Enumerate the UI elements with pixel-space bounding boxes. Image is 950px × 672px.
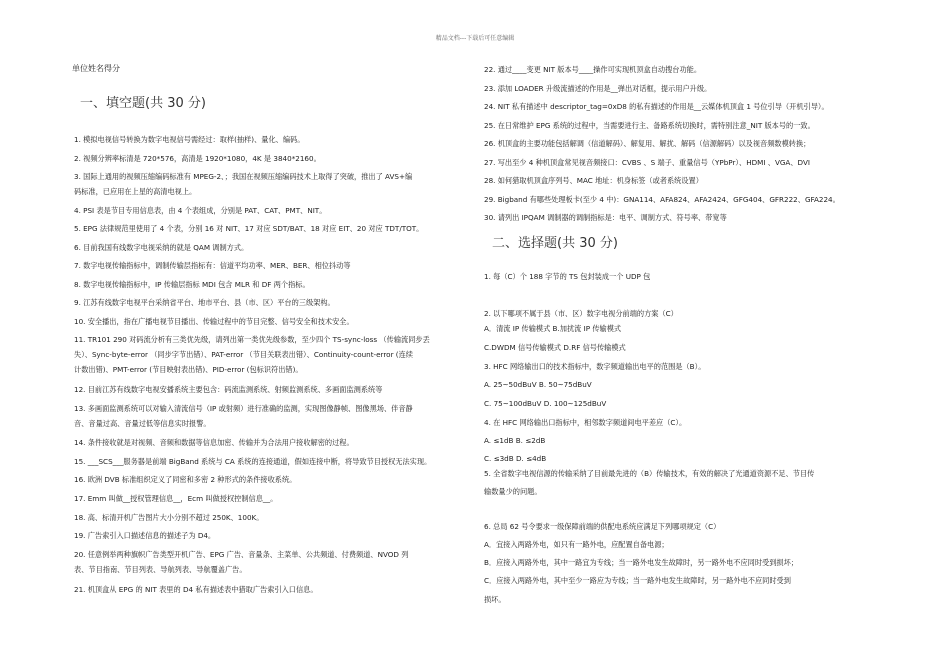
left-line: 3. 国际上通用的视频压缩编码标准有 MPEG-2、；我国在视频压缩编码技术上取得了突破，推出了 AVS+编 xyxy=(74,172,413,181)
left-line: 5. EPG 法律规范里使用了 4 个表，分别 16 对 NIT、17 对应 SDT/BAT、18 对应 EIT、20 对应 TDT/TOT。 xyxy=(74,224,424,233)
right-line: 26. 机顶盒的主要功能包括解调（信道解码）、解复用、解扰、解码（信源解码）以及视音频数模转换； xyxy=(484,139,811,148)
left-line: 码标准，已应用在上星的高清电视上。 xyxy=(74,187,197,196)
left-line: 4. PSI 表是节目专用信息表，由 4 个表组成，分别是 PAT、CAT、PMT、NIT。 xyxy=(74,206,327,215)
left-line: 16. 欧洲 DVB 标准组织定义了同密和多密 2 种形式的条件接收系统。 xyxy=(74,475,297,484)
left-line: 13. 多画面监测系统可以对输入清流信号（IP 或射频）进行准确的监测，实现图像静帧、图像黑场、伴音静 xyxy=(74,404,413,413)
left-line: 表、节目指南、节目列表、导航列表、导航覆盖广告。 xyxy=(74,565,247,574)
choice-line: 3. HFC 网络输出口的技术指标中，数字频道输出电平的范围是（B）。 xyxy=(484,362,706,371)
left-line: 14. 条件接收就是对视频、音频和数据等信息加密、传输并为合法用户接收解密的过程。 xyxy=(74,438,354,447)
choice-line: A. ≤1dB B. ≤2dB xyxy=(484,436,546,445)
left-line: 7. 数字电视传输指标中，调制传输层指标有：信道平均功率、MER、BER、相位抖动等 xyxy=(74,261,351,270)
left-line: 9. 江苏有线数字电视平台采纳省平台、地市平台、县（市、区）平台的三级架构。 xyxy=(74,298,335,307)
left-line: 音、音量过高、音量过低等信息实时报警。 xyxy=(74,419,211,428)
left-line: 11. TR101 290 对码流分析有三类优先级，请列出第一类优先级参数，至少四个 TS-sync-loss （传输流同步丢 xyxy=(74,335,430,344)
left-line: 20. 任意例举两种旗帜广告类型开机广告、EPG 广告、音量条、主菜单、公共频道、付费频道、NVOD 列 xyxy=(74,550,409,559)
right-line: 23. 添加 LOADER 升级流描述的作用是__弹出对话框，提示用户升级。 xyxy=(484,84,712,93)
right-line: 22. 通过____变更 NIT 版本号____操作可实现机顶盒自动搜台功能。 xyxy=(484,65,702,74)
left-line: 失）、Sync-byte-error （同步字节出错）、PAT-error （节目关联表出错）、Continuity-count-error (连续 xyxy=(74,350,413,359)
right-line: 25. 在日常维护 EPG 系统的过程中，当需要进行主、备路系统切换时，需特别注意_NIT 版本号的一致。 xyxy=(484,121,815,130)
choice-line: 6. 总局 62 号令要求一级保障前端的供配电系统应满足下列哪项规定（C） xyxy=(484,522,721,531)
choice-line: 2. 以下哪项不属于县（市、区）数字电视分前端的方案（C） xyxy=(484,309,678,318)
left-line: 17. Emm 叫做__授权管理信息__，Ecm 叫做授权控制信息__。 xyxy=(74,494,278,503)
right-line: 28. 如何猎取机顶盒序列号、MAC 地址：机身标签（或者系统设置） xyxy=(484,176,703,185)
choice-line: 损坏。 xyxy=(484,595,506,604)
page-header: 精品文档---下载后可任意编辑 xyxy=(435,35,515,42)
choice-line: A．宜接入两路外电，如只有一路外电，应配置自备电源； xyxy=(484,540,669,549)
choice-line: 输数量少的问题。 xyxy=(484,487,542,496)
left-line: 2. 视频分辨率标清是 720*576，高清是 1920*1080，4K 是 3840*2160。 xyxy=(74,154,321,163)
choice-line: A．清流 IP 传输模式 B.加扰流 IP 传输模式 xyxy=(484,324,622,333)
left-line: 6. 目前我国有线数字电视采纳的就是 QAM 调制方式。 xyxy=(74,243,249,252)
choice-line: 4. 在 HFC 网络输出口指标中，相邻数字频道间电平差应（C）。 xyxy=(484,418,687,427)
left-line: 21. 机顶盒从 EPG 的 NIT 表里的 D4 私有描述表中猎取广告索引入口信息。 xyxy=(74,585,318,594)
unit-name-line: 单位姓名得分 xyxy=(72,64,120,73)
section2-title: 二、选择题(共 30 分) xyxy=(492,236,618,251)
left-line: 8. 数字电视传输指标中，IP 传输层指标 MDI 包含 MLR 和 DF 两个指标。 xyxy=(74,280,310,289)
left-line: 18. 高、标清开机广告图片大小分别不超过 250K、100K。 xyxy=(74,513,264,522)
choice-line: 5. 全省数字电视信源的传输采纳了目前最先进的（B）传输技术，有效的解决了光通道资源不足、节目传 xyxy=(484,469,815,478)
section1-title: 一、填空题(共 30 分) xyxy=(80,96,206,111)
choice-line: C.DWDM 信号传输模式 D.RF 信号传输模式 xyxy=(484,343,626,352)
left-line: 12. 目前江苏有线数字电视安播系统主要包含：码流监测系统、射频监测系统、多画面监测系统等 xyxy=(74,385,383,394)
choice-line: C．应接入两路外电，其中至少一路应为专线；当一路外电发生故障时，另一路外电不应同时受到 xyxy=(484,576,791,585)
choice-line: 1. 每（C）个 188 字节的 TS 包封装成一个 UDP 包 xyxy=(484,272,651,281)
left-line: 10. 安全播出，指在广播电视节目播出、传输过程中的节目完整、信号安全和技术安全。 xyxy=(74,317,354,326)
choice-line: A. 25~50dBuV B. 50~75dBuV xyxy=(484,380,592,389)
left-line: 15. ___SCS___服务器是前端 BigBand 系统与 CA 系统的连接通道，假如连接中断，将导致节目授权无法实现。 xyxy=(74,457,432,466)
choice-line: C. ≤3dB D. ≤4dB xyxy=(484,454,547,463)
choice-line: B．应接入两路外电，其中一路宜为专线；当一路外电发生故障时，另一路外电不应同时受到损坏； xyxy=(484,558,798,567)
right-line: 24. NIT 私有描述中 descriptor_tag=0xD8 的私有描述的作用是__云媒体机顶盒 1 号位引导（开机引导）。 xyxy=(484,102,829,111)
right-line: 29. Bigband 有哪些处理板卡(至少 4 中)：GNA114、AFA824、AFA2424、GFG404、GFR222、GFA224。 xyxy=(484,195,840,204)
left-line: 计数出错)、PMT-error (节目映射表出错)、PID-error (包标识符出错)。 xyxy=(74,365,303,374)
left-line: 1. 模拟电视信号转换为数字电视信号需经过：取样(抽样)、量化、编码。 xyxy=(74,135,305,144)
right-line: 27. 写出至少 4 种机顶盒常见视音频接口：CVBS 、S 端子、重量信号（YPbPr）、HDMI 、VGA、DVI xyxy=(484,158,810,167)
left-line: 19. 广告索引入口描述信息的描述子为 D4。 xyxy=(74,531,216,540)
choice-line: C. 75~100dBuV D. 100~125dBuV xyxy=(484,399,607,408)
right-line: 30. 请列出 IPQAM 调制器的调制指标是：电平、调制方式、符号率、带宽等 xyxy=(484,213,727,222)
